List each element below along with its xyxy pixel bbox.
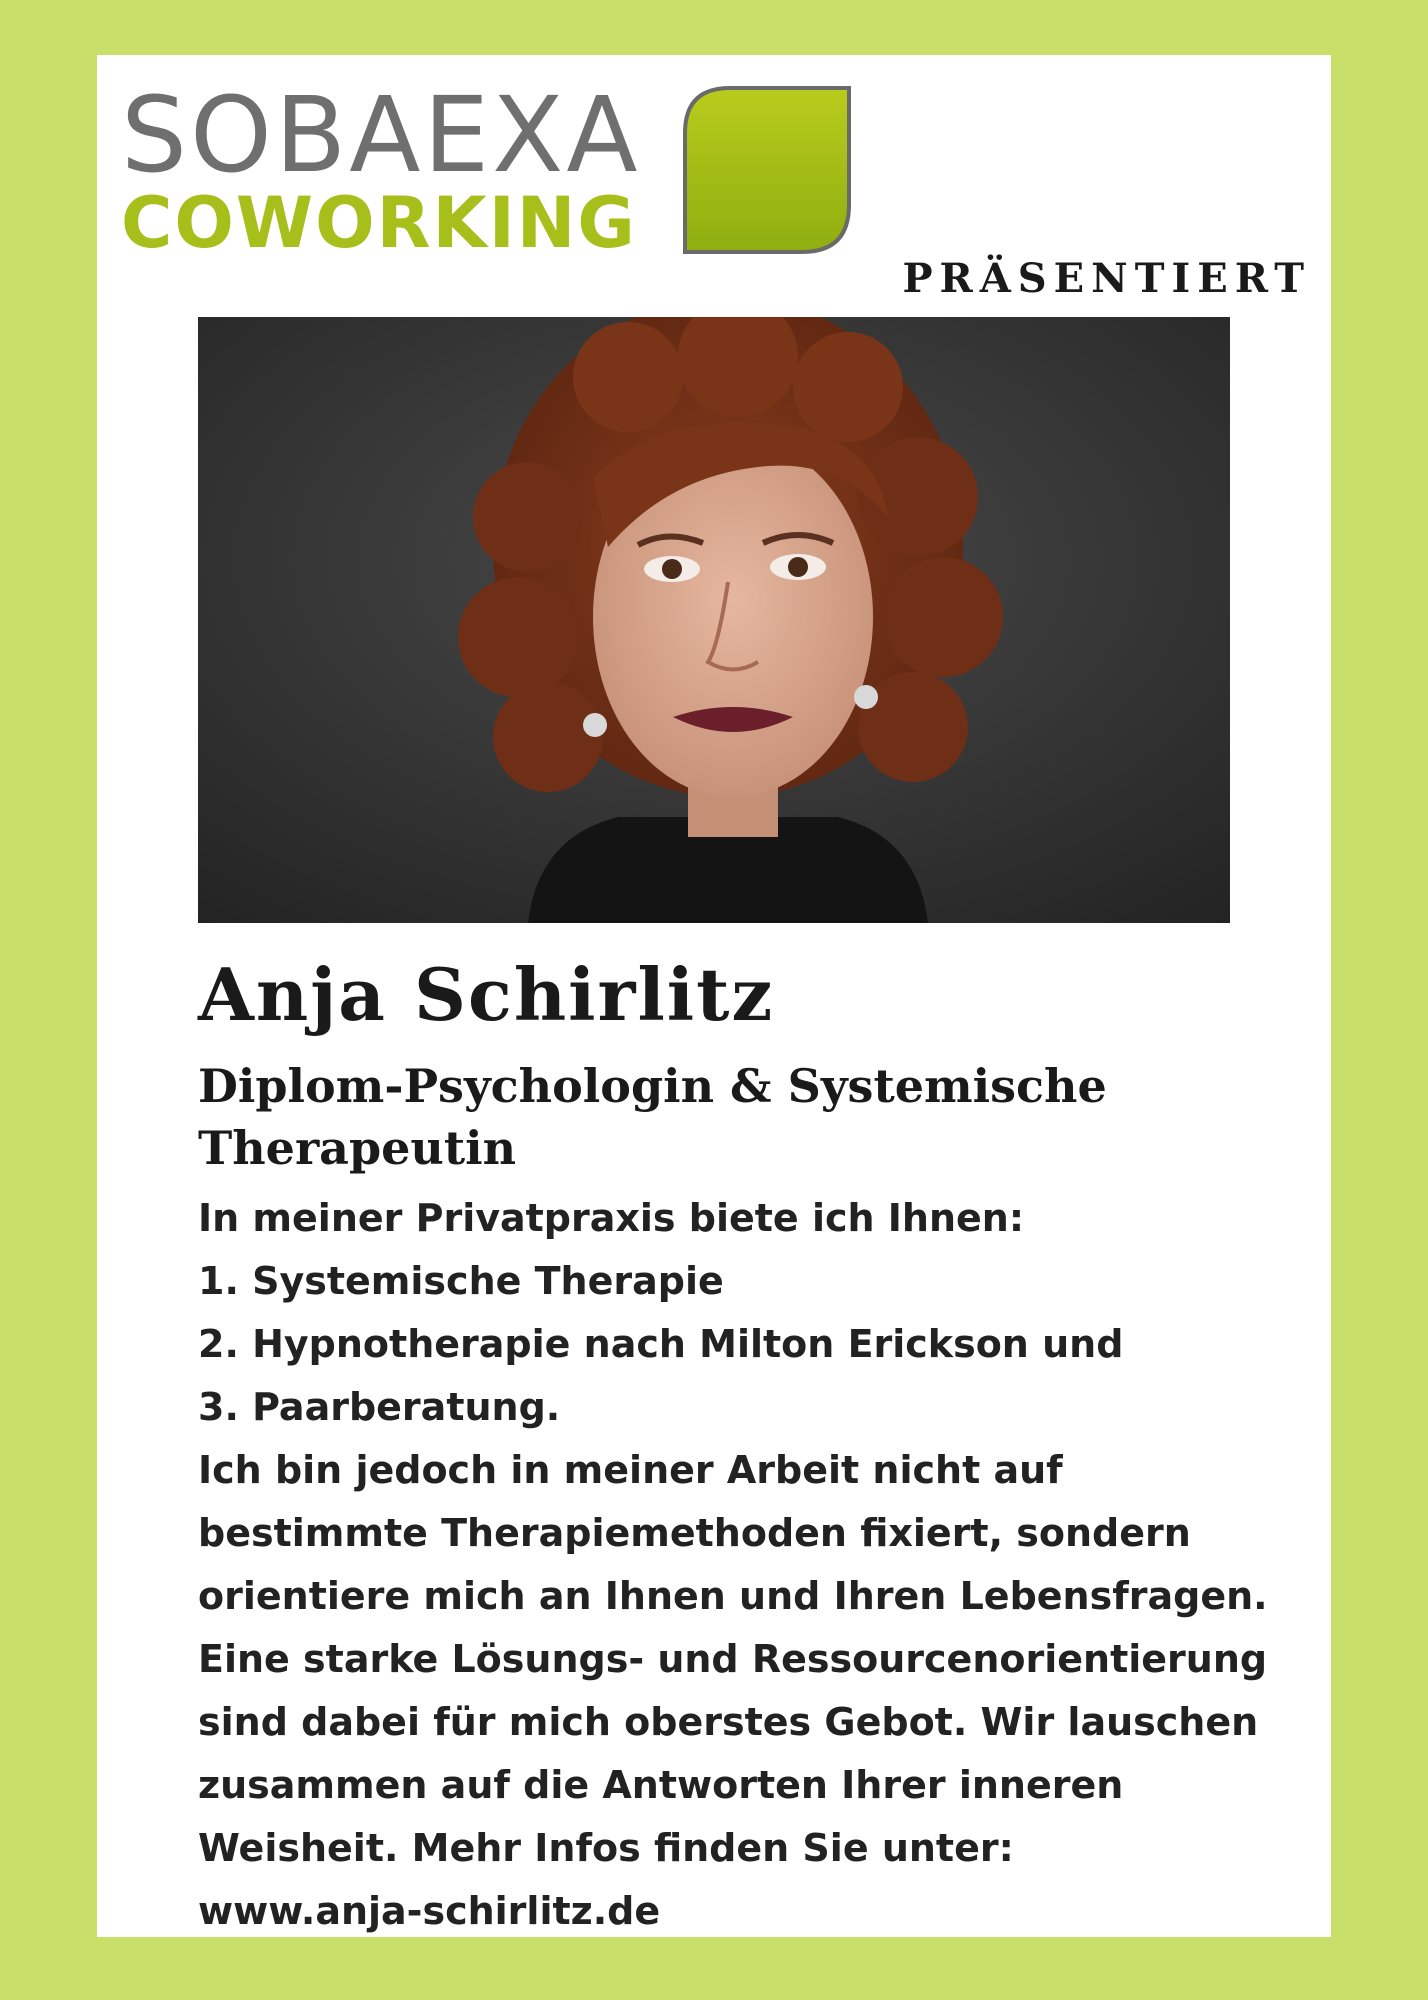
person-title-line2: Therapeutin (198, 1121, 517, 1175)
person-title-line1: Diplom-Psychologin & Systemische (198, 1059, 1107, 1113)
paragraph-line: Ich bin jedoch in meiner Arbeit nicht auf (198, 1448, 1063, 1492)
paragraph-line: bestimmte Therapiemethoden fixiert, sondern (198, 1511, 1191, 1555)
flyer-card (97, 55, 1331, 1937)
portrait-photo (198, 317, 1230, 923)
paragraph-line: sind dabei für mich oberstes Gebot. Wir lauschen (198, 1700, 1259, 1744)
logo-wordmark-sobaexa: SOBAEXA (121, 74, 641, 196)
description-text (198, 1187, 1318, 1943)
paragraph-line: Weisheit. Mehr Infos finden Sie unter: (198, 1826, 1014, 1870)
website-link[interactable]: www.anja-schirlitz.de (198, 1889, 661, 1933)
intro-text: In meiner Privatpraxis biete ich Ihnen: (198, 1196, 1025, 1240)
person-title (198, 1055, 1258, 1179)
logo-leaf-icon (682, 85, 852, 255)
paragraph-line: zusammen auf die Antworten Ihrer inneren (198, 1763, 1124, 1807)
paragraph-line: orientiere mich an Ihnen und Ihren Lebensfragen. (198, 1574, 1268, 1618)
list-item: 3. Paarberatung. (198, 1385, 561, 1429)
list-item: 2. Hypnotherapie nach Milton Erickson und (198, 1322, 1124, 1366)
presents-label: PRÄSENTIERT (902, 255, 1311, 302)
paragraph-line: Eine starke Lösungs- und Ressourcenorientierung (198, 1637, 1268, 1681)
person-name: Anja Schirlitz (198, 952, 775, 1037)
list-item: 1. Systemische Therapie (198, 1259, 724, 1303)
logo-wordmark-coworking: COWORKING (121, 182, 637, 264)
